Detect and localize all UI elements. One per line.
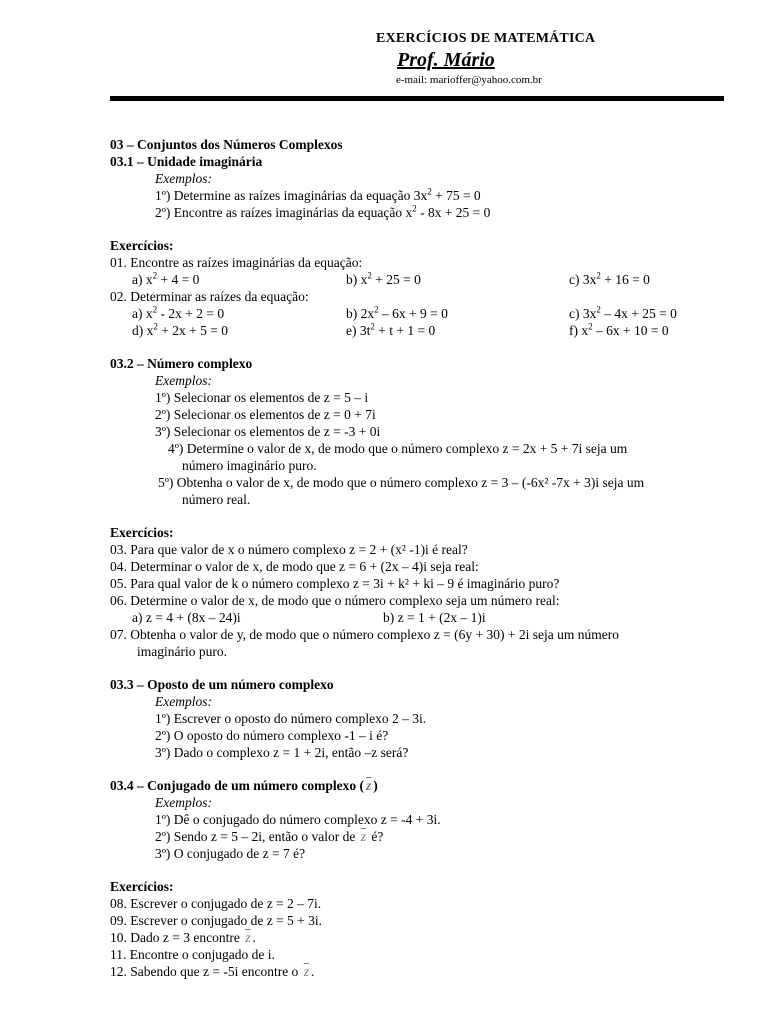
exercise-12: 12. Sabendo que z = -5i encontre o $\overline{z}$ . xyxy=(110,964,315,979)
exercise-02: 02. Determinar as raízes da equação: xyxy=(110,289,309,304)
example-1: 1º) Dê o conjugado do número complexo z = -4 + 3i. xyxy=(155,812,441,827)
subsection-title-033: 03.3 – Oposto de um número complexo xyxy=(110,677,334,692)
z-bar-symbol: $\overline{z}$ xyxy=(303,964,309,979)
exercises-label: Exercícios: xyxy=(110,879,174,894)
subsection-title-031: 03.1 – Unidade imaginária xyxy=(110,154,263,169)
example-4: 4º) Determine o valor de x, de modo que o número complexo z = 2x + 5 + 7i seja um xyxy=(168,441,628,456)
document-title: EXERCÍCIOS DE MATEMÁTICA xyxy=(376,31,596,46)
exercise-10: 10. Dado z = 3 encontre $\overline{z}$ . xyxy=(110,930,256,945)
example-3: 3º) Dado o complexo z = 1 + 2i, então –z será? xyxy=(155,745,409,760)
example-1: 1º) Selecionar os elementos de z = 5 – i xyxy=(155,390,369,405)
exercises-label: Exercícios: xyxy=(110,525,174,540)
example-5-cont: número real. xyxy=(182,492,251,507)
author-name: Prof. Mário xyxy=(397,49,495,71)
example-1: 1º) Determine as raízes imaginárias da equação $3x^2 + 75 = 0$ xyxy=(155,186,481,203)
example-1: 1º) Escrever o oposto do número complexo 2 – 3i. xyxy=(155,711,427,726)
author-email: e-mail: marioffer@yahoo.com.br xyxy=(396,74,542,86)
exercise-04: 04. Determinar o valor de x, de modo que z = 6 + (2x – 4)i seja real: xyxy=(110,559,479,574)
example-2: 2º) Sendo z = 5 – 2i, então o valor de $\overline{z}$ é? xyxy=(155,829,384,844)
exercise-09: 09. Escrever o conjugado de z = 5 + 3i. xyxy=(110,913,323,928)
exercise-11: 11. Encontre o conjugado de i. xyxy=(110,947,275,962)
examples-label: Exemplos: xyxy=(155,694,212,709)
document-body xyxy=(110,136,720,980)
option-a: a) z = 4 + (8x – 24)i xyxy=(132,610,241,625)
option-f: f) $x^2 - 6x + 10 = 0$ xyxy=(569,321,669,338)
exercise-02-options-row1 xyxy=(110,305,720,322)
option-d: d) $x^2 + 2x + 5 = 0$ xyxy=(132,321,228,338)
option-c: c) $3x^2 - 4x + 25 = 0$ xyxy=(569,304,677,321)
z-bar-symbol: $\overline{z}$ xyxy=(366,778,372,793)
exercise-01: 01. Encontre as raízes imaginárias da equação: xyxy=(110,255,363,270)
header-divider xyxy=(110,96,724,101)
exercise-08: 08. Escrever o conjugado de z = 2 – 7i. xyxy=(110,896,322,911)
subsection-title-032: 03.2 – Número complexo xyxy=(110,356,253,371)
option-b: b) $x^2 + 25 = 0$ xyxy=(346,270,421,287)
example-2: 2º) Selecionar os elementos de z = 0 + 7i xyxy=(155,407,376,422)
example-4-cont: número imaginário puro. xyxy=(182,458,317,473)
exercise-07-cont: imaginário puro. xyxy=(137,644,227,659)
example-3: 3º) Selecionar os elementos de z = -3 + 0i xyxy=(155,424,381,439)
exercise-02-options-row2 xyxy=(110,322,720,339)
option-c: c) $3x^2 + 16 = 0$ xyxy=(569,270,650,287)
examples-label: Exemplos: xyxy=(155,795,212,810)
section-title: 03 – Conjuntos dos Números Complexos xyxy=(110,137,343,152)
exercise-06: 06. Determine o valor de x, de modo que o número complexo seja um número real: xyxy=(110,593,560,608)
exercise-06-options xyxy=(110,609,720,626)
z-bar-symbol: $\overline{z}$ xyxy=(245,930,251,945)
exercises-label: Exercícios: xyxy=(110,238,174,253)
option-e: e) $3t^2 + t + 1 = 0$ xyxy=(346,321,436,338)
examples-label: Exemplos: xyxy=(155,171,212,186)
exercise-07: 07. Obtenha o valor de y, de modo que o número complexo z = (6y + 30) + 2i seja um número xyxy=(110,627,619,642)
z-bar-symbol: $\overline{z}$ xyxy=(360,829,367,844)
example-2: 2º) Encontre as raízes imaginárias da equação $x^2 - 8x + 25 = 0$ xyxy=(155,203,491,220)
exercise-03: 03. Para que valor de x o número complexo z = 2 + (x² -1)i é real? xyxy=(110,542,468,557)
option-b: b) $2x^2 - 6x + 9 = 0$ xyxy=(346,304,448,321)
example-3: 3º) O conjugado de z = 7 é? xyxy=(155,846,306,861)
examples-label: Exemplos: xyxy=(155,373,212,388)
exercise-01-options xyxy=(110,271,720,288)
option-a: a) $x^2 + 4 = 0$ xyxy=(132,270,200,287)
option-a: a) $x^2 - 2x + 2 = 0$ xyxy=(132,304,225,321)
option-b: b) z = 1 + (2x – 1)i xyxy=(383,610,486,625)
subsection-title-034: 03.4 – Conjugado de um número complexo ( $\overline{z}$ ) xyxy=(110,778,378,793)
example-2: 2º) O oposto do número complexo -1 – i é? xyxy=(155,728,389,743)
exercise-05: 05. Para qual valor de k o número complexo z = 3i + k² + ki – 9 é imaginário puro? xyxy=(110,576,560,591)
example-5: 5º) Obtenha o valor de x, de modo que o número complexo z = 3 – (-6x² -7x + 3)i seja um xyxy=(158,475,645,490)
